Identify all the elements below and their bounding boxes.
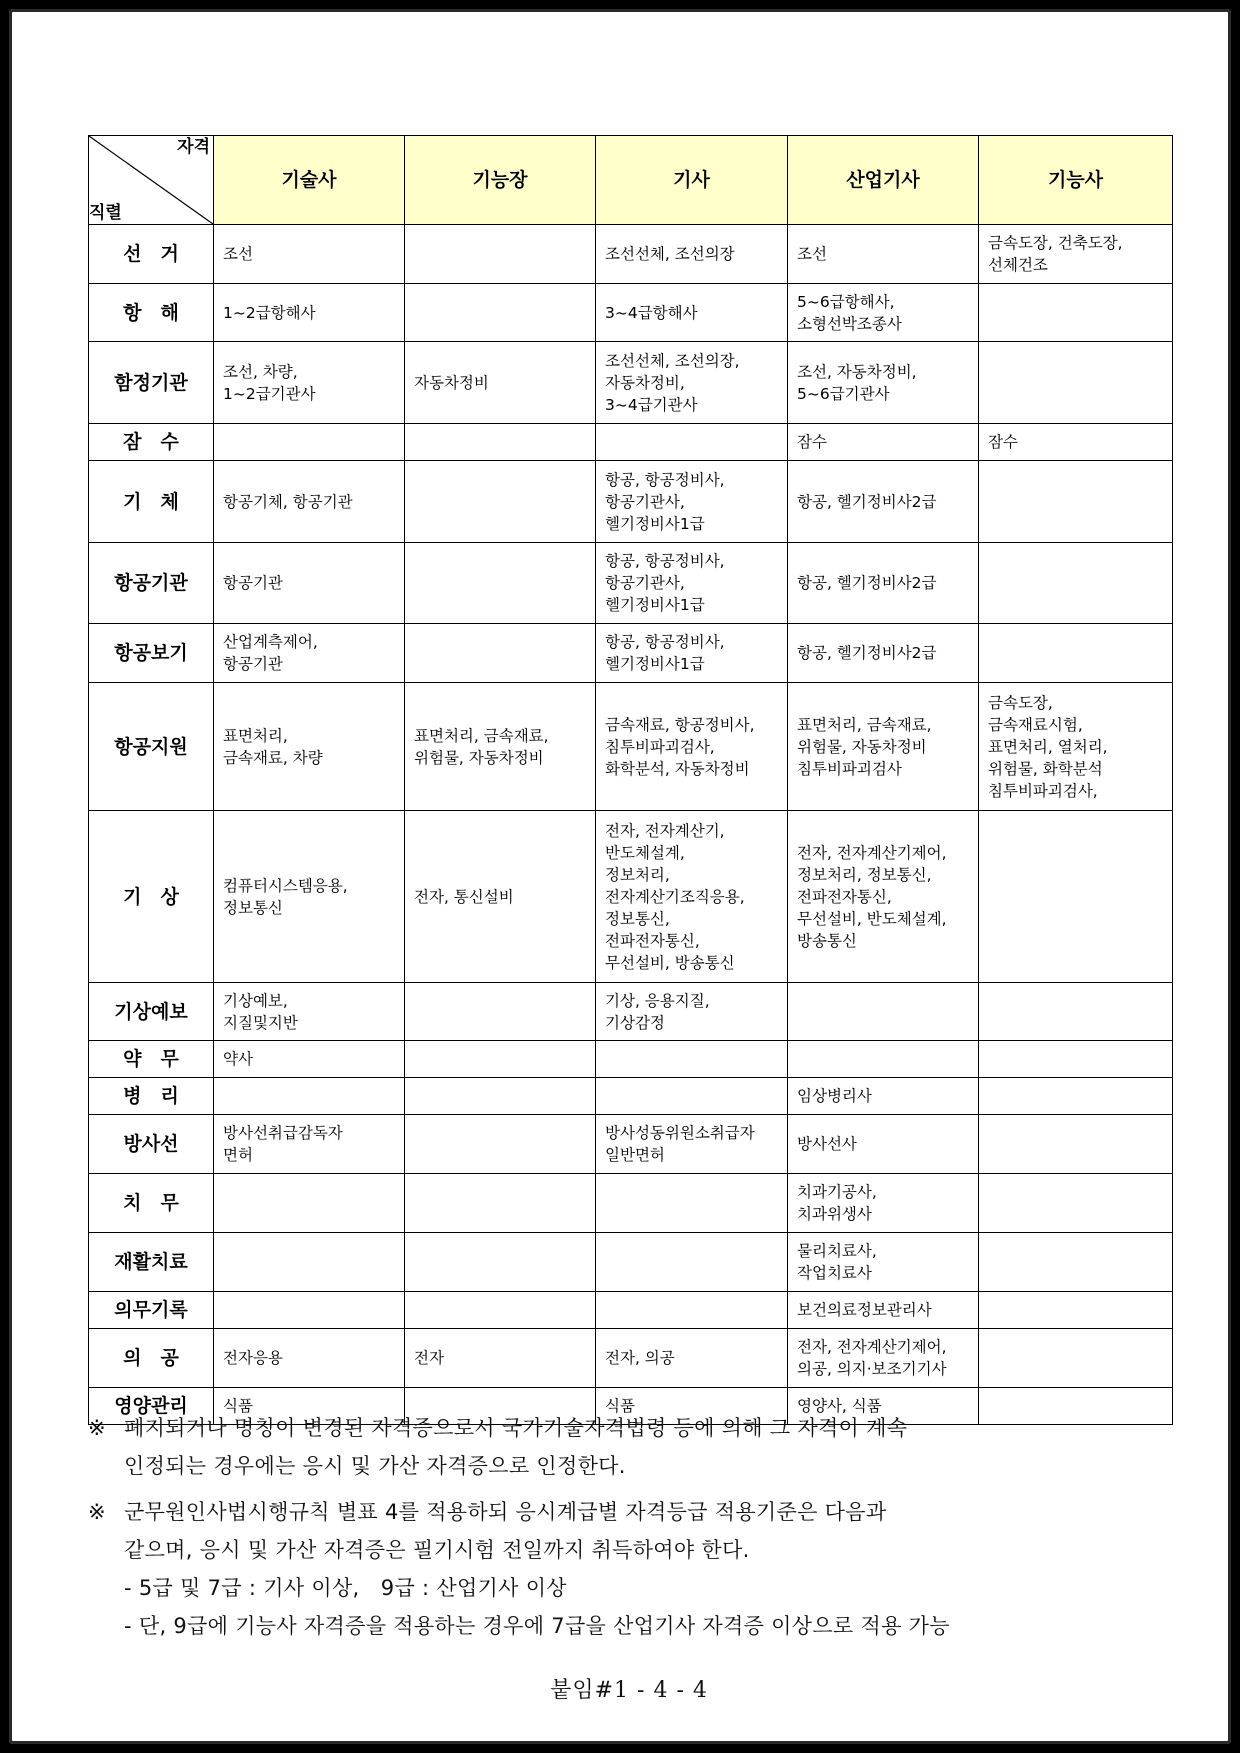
- table-header-row: [89, 136, 1173, 225]
- row-label: 항공지원: [89, 683, 214, 811]
- table-cell: 항공, 항공정비사, 항공기관사, 헬기정비사1급: [596, 461, 788, 543]
- table-cell: [405, 1233, 596, 1292]
- table-cell: 금속도장, 금속재료시험, 표면처리, 열처리, 위험물, 화학분석 침투비파괴검사,: [979, 683, 1173, 811]
- table-cell: [596, 1292, 788, 1329]
- table-row: [89, 683, 1173, 811]
- table-cell: 전자, 전자계산기제어, 의공, 의지·보조기기사: [788, 1329, 979, 1388]
- table-cell: [788, 983, 979, 1041]
- table-cell: 항공, 헬기정비사2급: [788, 543, 979, 624]
- table-cell: 자동차정비: [405, 342, 596, 424]
- table-cell: [214, 1174, 405, 1233]
- note-text: 군무원인사법시행규칙 별표 4를 적용하되 응시계급별 자격등급 적용기준은 다음과 같으며, 응시 및 가산 자격증은 필기시험 전일까지 취득하여야 한다.: [124, 1500, 887, 1562]
- table-cell: 조선: [788, 225, 979, 284]
- table-cell: [214, 424, 405, 461]
- table-cell: 항공기체, 항공기관: [214, 461, 405, 543]
- table-row: [89, 424, 1173, 461]
- table-cell: 항공, 항공정비사, 항공기관사, 헬기정비사1급: [596, 543, 788, 624]
- page: [9, 9, 1231, 1744]
- table-cell: [405, 624, 596, 683]
- note-subline: - 5급 및 7급 : 기사 이상, 9급 : 산업기사 이상: [124, 1576, 567, 1600]
- row-label: 병 리: [89, 1078, 214, 1115]
- table-cell: 잠수: [788, 424, 979, 461]
- row-label: 항공기관: [89, 543, 214, 624]
- corner-label-qualification: 자격: [177, 137, 210, 157]
- table-row: [89, 1174, 1173, 1233]
- table-cell: [596, 1041, 788, 1078]
- qualification-table: [88, 135, 1173, 1425]
- note-mark: ※: [88, 1416, 106, 1440]
- table-cell: [979, 284, 1173, 342]
- table-cell: 전자: [405, 1329, 596, 1388]
- note-subline: - 단, 9급에 기능사 자격증을 적용하는 경우에 7급을 산업기사 자격증 이상으로 적용 가능: [124, 1614, 950, 1638]
- table-cell: 3~4급항해사: [596, 284, 788, 342]
- table-row: [89, 342, 1173, 424]
- table-cell: 조선선체, 조선의장: [596, 225, 788, 284]
- notes-section: [88, 1409, 1198, 1645]
- table-cell: 전자응용: [214, 1329, 405, 1388]
- table-row: [89, 983, 1173, 1041]
- table-row: [89, 811, 1173, 983]
- table-cell: 약사: [214, 1041, 405, 1078]
- corner-header: [89, 136, 214, 225]
- table-cell: 방사선사: [788, 1115, 979, 1174]
- table-cell: 조선: [214, 225, 405, 284]
- table-row: [89, 624, 1173, 683]
- table-cell: 기상, 응용지질, 기상감정: [596, 983, 788, 1041]
- table-cell: 표면처리, 금속재료, 차량: [214, 683, 405, 811]
- table-cell: [979, 983, 1173, 1041]
- table-cell: [979, 811, 1173, 983]
- row-label: 항 해: [89, 284, 214, 342]
- table-cell: 항공, 헬기정비사2급: [788, 461, 979, 543]
- table-cell: [405, 1041, 596, 1078]
- row-label: 기 체: [89, 461, 214, 543]
- table-cell: 컴퓨터시스템응용, 정보통신: [214, 811, 405, 983]
- table-cell: 영양사, 식품: [788, 1388, 979, 1425]
- note-item: [88, 1409, 1198, 1485]
- table-cell: 전자, 전자계산기, 반도체설계, 정보처리, 전자계산기조직응용, 정보통신, 전파전자통신, 무선설비, 방송통신: [596, 811, 788, 983]
- table-cell: [979, 1041, 1173, 1078]
- table-cell: [979, 1292, 1173, 1329]
- table-cell: 치과기공사, 치과위생사: [788, 1174, 979, 1233]
- table-row: [89, 284, 1173, 342]
- table-cell: [405, 1078, 596, 1115]
- table-cell: 항공기관: [214, 543, 405, 624]
- table-cell: [405, 424, 596, 461]
- column-header: 기능장: [405, 136, 596, 225]
- table-row: [89, 543, 1173, 624]
- table-cell: 금속재료, 항공정비사, 침투비파괴검사, 화학분석, 자동차정비: [596, 683, 788, 811]
- table-cell: [596, 424, 788, 461]
- column-header: 기능사: [979, 136, 1173, 225]
- row-label: 방사선: [89, 1115, 214, 1174]
- table-cell: [405, 284, 596, 342]
- row-label: 약 무: [89, 1041, 214, 1078]
- table-cell: [979, 1233, 1173, 1292]
- table-cell: [214, 1078, 405, 1115]
- note-text: 폐지되거나 명칭이 변경된 자격증으로서 국가기술자격법령 등에 의해 그 자격이 계속 인정되는 경우에는 응시 및 가산 자격증으로 인정한다.: [124, 1416, 908, 1478]
- table-cell: [979, 1078, 1173, 1115]
- table-cell: [979, 1329, 1173, 1388]
- row-label: 선 거: [89, 225, 214, 284]
- table-cell: 전자, 의공: [596, 1329, 788, 1388]
- column-header: 산업기사: [788, 136, 979, 225]
- table-cell: 잠수: [979, 424, 1173, 461]
- table-cell: [979, 461, 1173, 543]
- table-row: [89, 1041, 1173, 1078]
- row-label: 영양관리: [89, 1388, 214, 1425]
- table-cell: [405, 225, 596, 284]
- table-row: [89, 225, 1173, 284]
- corner-label-series: 직렬: [89, 203, 122, 223]
- table-cell: [979, 624, 1173, 683]
- row-label: 재활치료: [89, 1233, 214, 1292]
- table-cell: 식품: [214, 1388, 405, 1425]
- table-cell: [596, 1174, 788, 1233]
- table-cell: [405, 983, 596, 1041]
- table-cell: [979, 1174, 1173, 1233]
- table-cell: [979, 1115, 1173, 1174]
- table-cell: [405, 1292, 596, 1329]
- table-cell: 항공, 항공정비사, 헬기정비사1급: [596, 624, 788, 683]
- table-cell: [788, 1041, 979, 1078]
- row-label: 의무기록: [89, 1292, 214, 1329]
- table-cell: [979, 543, 1173, 624]
- row-label: 기 상: [89, 811, 214, 983]
- table-cell: 전자, 전자계산기제어, 정보처리, 정보통신, 전파전자통신, 무선설비, 반도체설계, 방송통신: [788, 811, 979, 983]
- table-cell: [214, 1292, 405, 1329]
- row-label: 기상예보: [89, 983, 214, 1041]
- table-cell: [214, 1233, 405, 1292]
- row-label: 의 공: [89, 1329, 214, 1388]
- table-cell: 물리치료사, 작업치료사: [788, 1233, 979, 1292]
- table-cell: [405, 1174, 596, 1233]
- table-cell: [405, 461, 596, 543]
- table-cell: 표면처리, 금속재료, 위험물, 자동차정비: [405, 683, 596, 811]
- table-cell: 산업계측제어, 항공기관: [214, 624, 405, 683]
- table-cell: 전자, 통신설비: [405, 811, 596, 983]
- table-cell: [596, 1078, 788, 1115]
- note-item: [88, 1493, 1198, 1569]
- table-cell: 조선, 차량, 1~2급기관사: [214, 342, 405, 424]
- table-cell: [979, 342, 1173, 424]
- table-cell: [405, 1115, 596, 1174]
- table-row: [89, 1078, 1173, 1115]
- table-row: [89, 1115, 1173, 1174]
- table-cell: 표면처리, 금속재료, 위험물, 자동차정비 침투비파괴검사: [788, 683, 979, 811]
- table-cell: 5~6급항해사, 소형선박조종사: [788, 284, 979, 342]
- table-cell: 기상예보, 지질및지반: [214, 983, 405, 1041]
- row-label: 치 무: [89, 1174, 214, 1233]
- table-cell: 임상병리사: [788, 1078, 979, 1115]
- column-header: 기술사: [214, 136, 405, 225]
- table-cell: 식품: [596, 1388, 788, 1425]
- table-row: [89, 1292, 1173, 1329]
- table-row: [89, 1329, 1173, 1388]
- note-mark: ※: [88, 1500, 106, 1524]
- table-cell: 방사선취급감독자 면허: [214, 1115, 405, 1174]
- table-cell: 1~2급항해사: [214, 284, 405, 342]
- table-cell: 보건의료정보관리사: [788, 1292, 979, 1329]
- table-cell: 금속도장, 건축도장, 선체건조: [979, 225, 1173, 284]
- page-footer: 붙임#1 - 4 - 4: [550, 1678, 708, 1703]
- table-cell: 방사성동위원소취급자 일반면허: [596, 1115, 788, 1174]
- table-cell: 항공, 헬기정비사2급: [788, 624, 979, 683]
- table-cell: 조선선체, 조선의장, 자동차정비, 3~4급기관사: [596, 342, 788, 424]
- row-label: 함정기관: [89, 342, 214, 424]
- column-header: 기사: [596, 136, 788, 225]
- table-row: [89, 1233, 1173, 1292]
- row-label: 잠 수: [89, 424, 214, 461]
- table-cell: [405, 543, 596, 624]
- table-cell: 조선, 자동차정비, 5~6급기관사: [788, 342, 979, 424]
- table-cell: [596, 1233, 788, 1292]
- table-row: [89, 461, 1173, 543]
- row-label: 항공보기: [89, 624, 214, 683]
